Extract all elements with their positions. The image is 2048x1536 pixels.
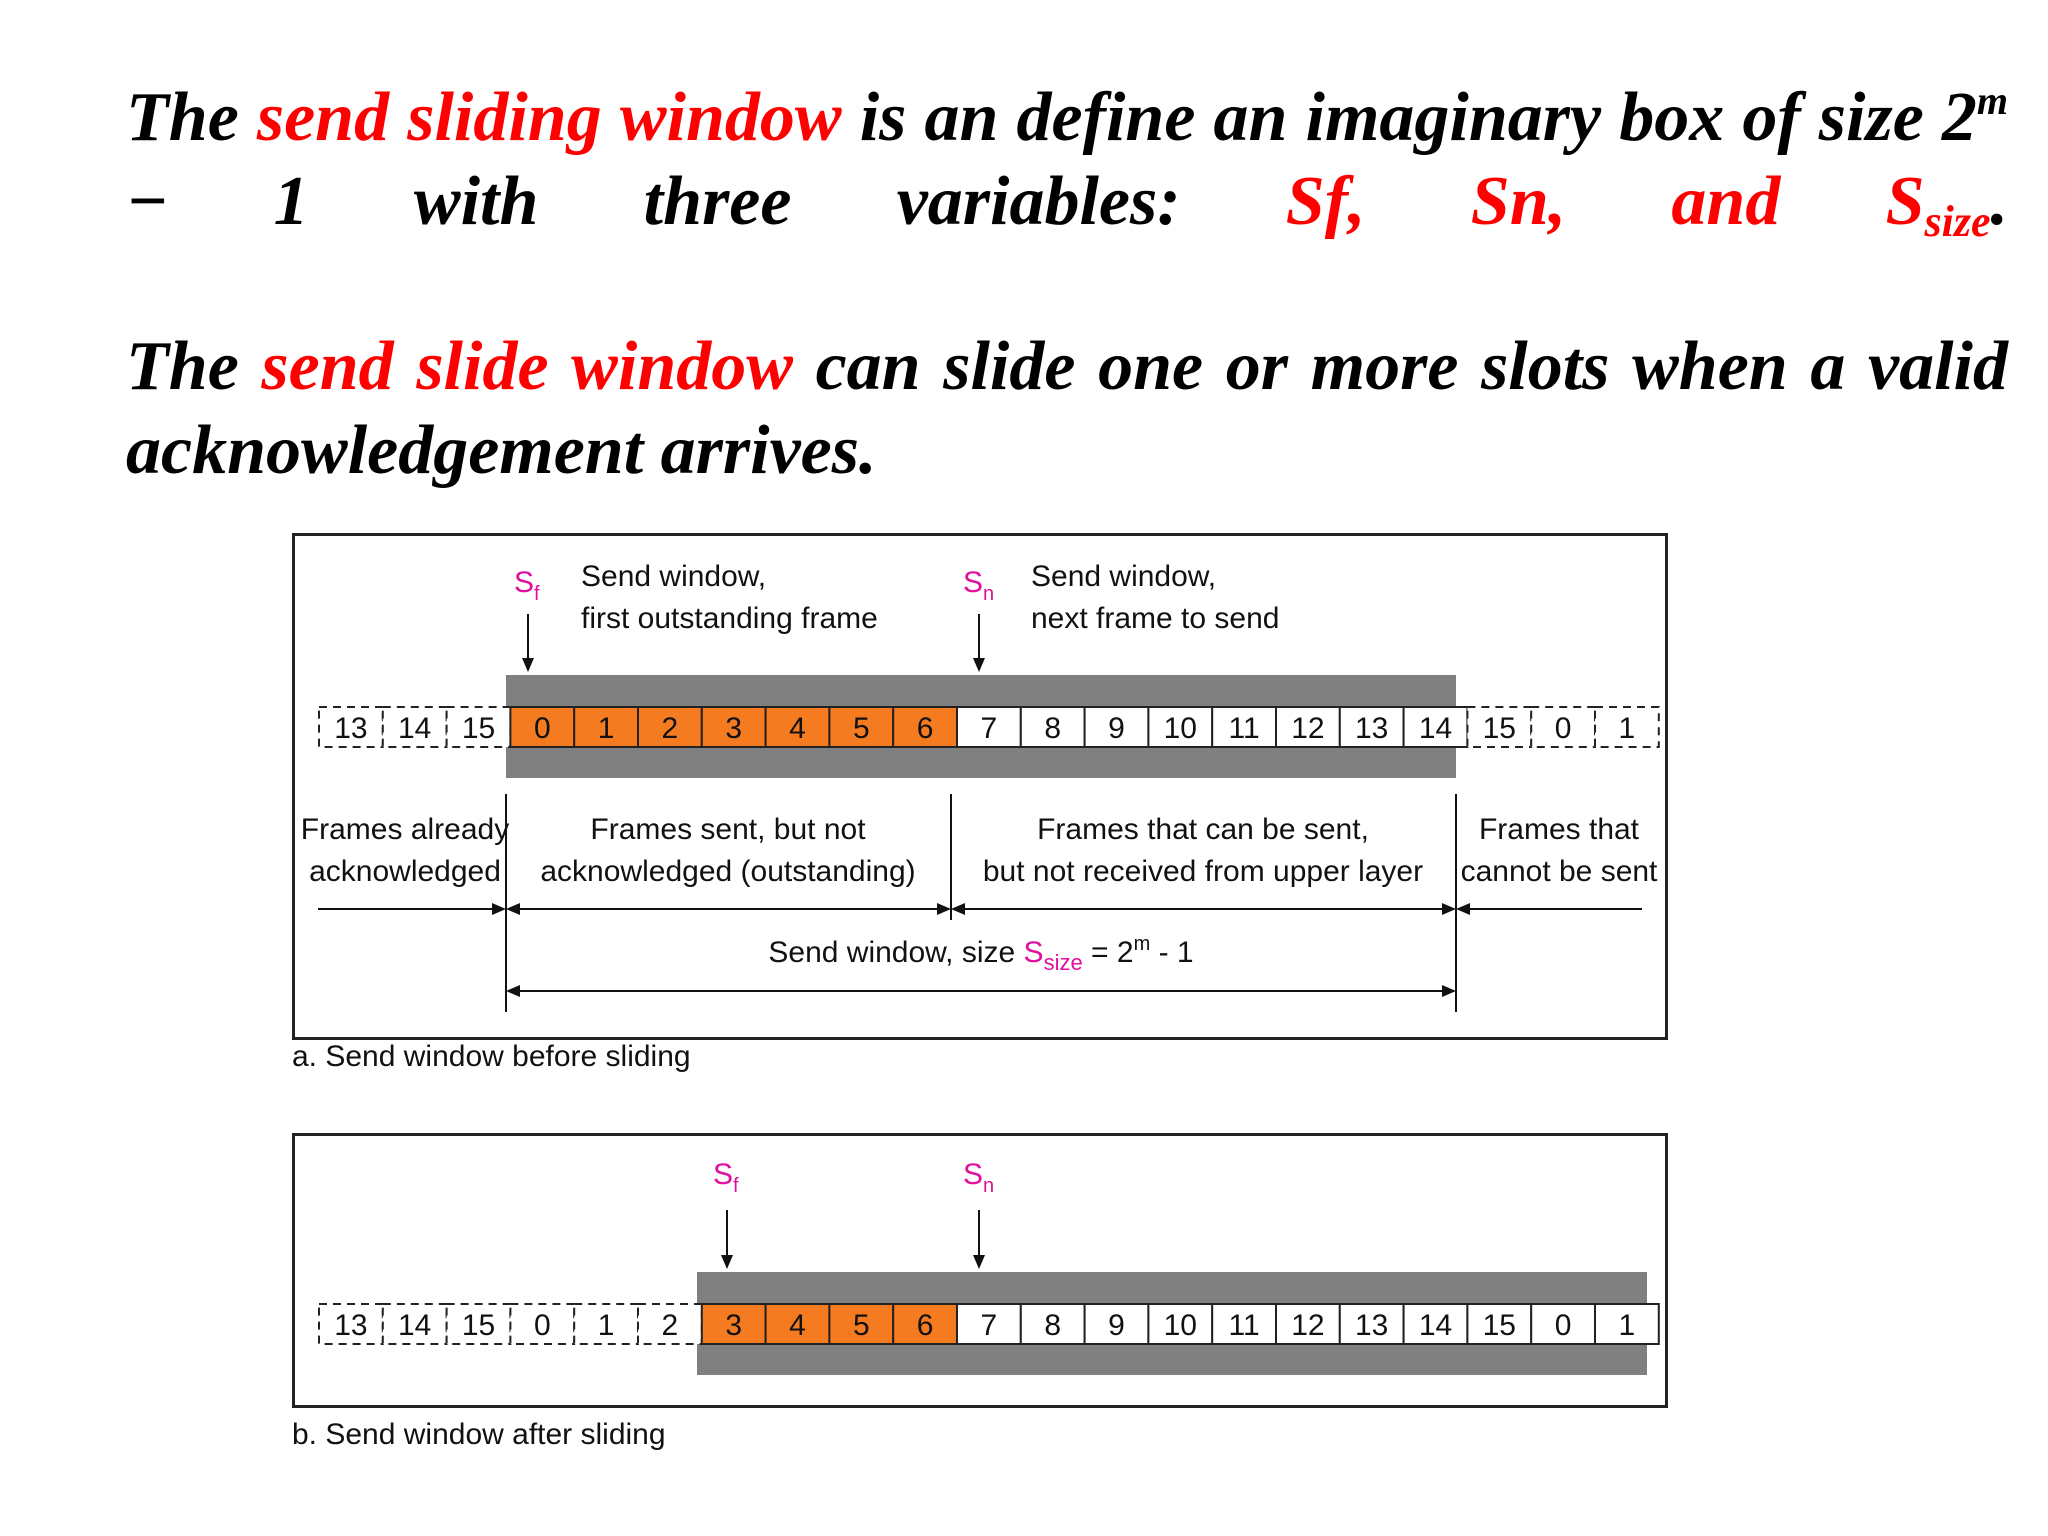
frame-number: 11 xyxy=(1228,712,1260,745)
frame-number: 7 xyxy=(980,1309,998,1342)
sn-label-line2: next frame to send xyxy=(1031,602,1280,635)
frame-number: 14 xyxy=(1418,1309,1453,1342)
region-sendable-line1: Frames that can be sent, xyxy=(1037,813,1369,846)
frame-number: 0 xyxy=(533,1309,551,1342)
frame-number: 13 xyxy=(1355,1309,1389,1342)
frame-number: 1 xyxy=(1618,712,1636,745)
p1-text-3: − 1 with three variables: xyxy=(126,163,1181,240)
window-size-label: Send window, size $S_{size} = 2^m - 1$ xyxy=(768,933,1194,975)
figure-before-sliding xyxy=(292,533,1668,1040)
frame-number: 13 xyxy=(334,1309,368,1342)
frame-number: 0 xyxy=(1554,1309,1572,1342)
frame-number: 2 xyxy=(661,712,679,745)
caption-a: a. Send window before sliding xyxy=(292,1040,691,1073)
frame-number: 4 xyxy=(789,1309,806,1342)
region-cannot-line2: cannot be sent xyxy=(1460,855,1658,888)
region-acked-line2: acknowledged xyxy=(309,855,501,888)
frame-number: 12 xyxy=(1291,712,1325,745)
frame-number: 11 xyxy=(1228,1309,1260,1342)
p2-text-1: The xyxy=(126,328,239,405)
sn-label-line1: Send window, xyxy=(1031,560,1217,593)
figure-a-svg xyxy=(295,536,1665,1037)
frame-number: 15 xyxy=(461,712,496,745)
p2-term-send-slide-window: send slide window xyxy=(261,328,793,405)
frame-number: 15 xyxy=(461,1309,496,1342)
sf-label-line1: Send window, xyxy=(581,560,767,593)
frame-number: 8 xyxy=(1044,1309,1062,1342)
frame-number: 5 xyxy=(852,712,870,745)
frame-number: 9 xyxy=(1108,1309,1125,1342)
region-acked-line1: Frames already xyxy=(300,813,510,846)
p1-variables: Sf, Sn, and S xyxy=(1285,163,1925,240)
sn-symbol-b: $S_n$ xyxy=(963,1158,995,1197)
slide-paragraph xyxy=(126,325,2008,493)
sf-symbol-b: $S_f$ xyxy=(713,1158,739,1197)
frame-number: 10 xyxy=(1163,1309,1197,1342)
frame-number: 15 xyxy=(1482,1309,1516,1342)
sn-symbol: $S_n$ xyxy=(963,566,995,605)
p1-text-1: The xyxy=(126,79,239,156)
frame-number: 7 xyxy=(980,712,998,745)
frame-number: 0 xyxy=(1554,712,1572,745)
frame-number: 6 xyxy=(916,1309,934,1342)
frame-number: 13 xyxy=(334,712,368,745)
intro-paragraph xyxy=(126,76,2008,244)
region-outstanding-line1: Frames sent, but not xyxy=(590,813,866,846)
p1-size-subscript: size xyxy=(1924,197,1991,246)
frame-number: 5 xyxy=(852,1309,870,1342)
p1-term-send-sliding-window: send sliding window xyxy=(256,79,842,156)
frame-number: 14 xyxy=(1418,712,1453,745)
frame-number: 3 xyxy=(725,1309,743,1342)
sf-label-line2: first outstanding frame xyxy=(581,602,878,635)
figure-b-svg xyxy=(295,1136,1665,1405)
region-cannot-line1: Frames that xyxy=(1478,813,1640,846)
frame-number: 14 xyxy=(398,712,432,745)
sf-symbol: $S_f$ xyxy=(514,566,540,605)
p1-text-2: is an define an imaginary box of size 2 xyxy=(859,79,1977,156)
frame-number: 4 xyxy=(789,712,806,745)
p1-exponent: m xyxy=(1976,78,2008,123)
frame-number: 14 xyxy=(398,1309,432,1342)
frame-cells-b xyxy=(319,1304,1659,1344)
caption-b: b. Send window after sliding xyxy=(292,1418,666,1451)
frame-number: 9 xyxy=(1108,712,1125,745)
frame-number: 10 xyxy=(1163,712,1197,745)
frame-number: 0 xyxy=(533,712,551,745)
frame-number: 1 xyxy=(1618,1309,1636,1342)
region-sendable-line2: but not received from upper layer xyxy=(982,855,1424,888)
frame-number: 6 xyxy=(916,712,934,745)
frame-number: 2 xyxy=(661,1309,679,1342)
frame-cells-a xyxy=(319,707,1659,747)
frame-number: 8 xyxy=(1044,712,1062,745)
figure-after-sliding xyxy=(292,1133,1668,1408)
region-outstanding-line2: acknowledged (outstanding) xyxy=(540,855,916,888)
frame-number: 1 xyxy=(597,1309,615,1342)
frame-number: 3 xyxy=(725,712,743,745)
frame-number: 15 xyxy=(1482,712,1516,745)
frame-number: 13 xyxy=(1355,712,1389,745)
p1-period: . xyxy=(1990,163,2008,240)
frame-number: 12 xyxy=(1291,1309,1325,1342)
p2-text-2: can slide one or more slots when a valid acknowledgement arrives. xyxy=(126,328,2008,489)
frame-number: 1 xyxy=(597,712,615,745)
